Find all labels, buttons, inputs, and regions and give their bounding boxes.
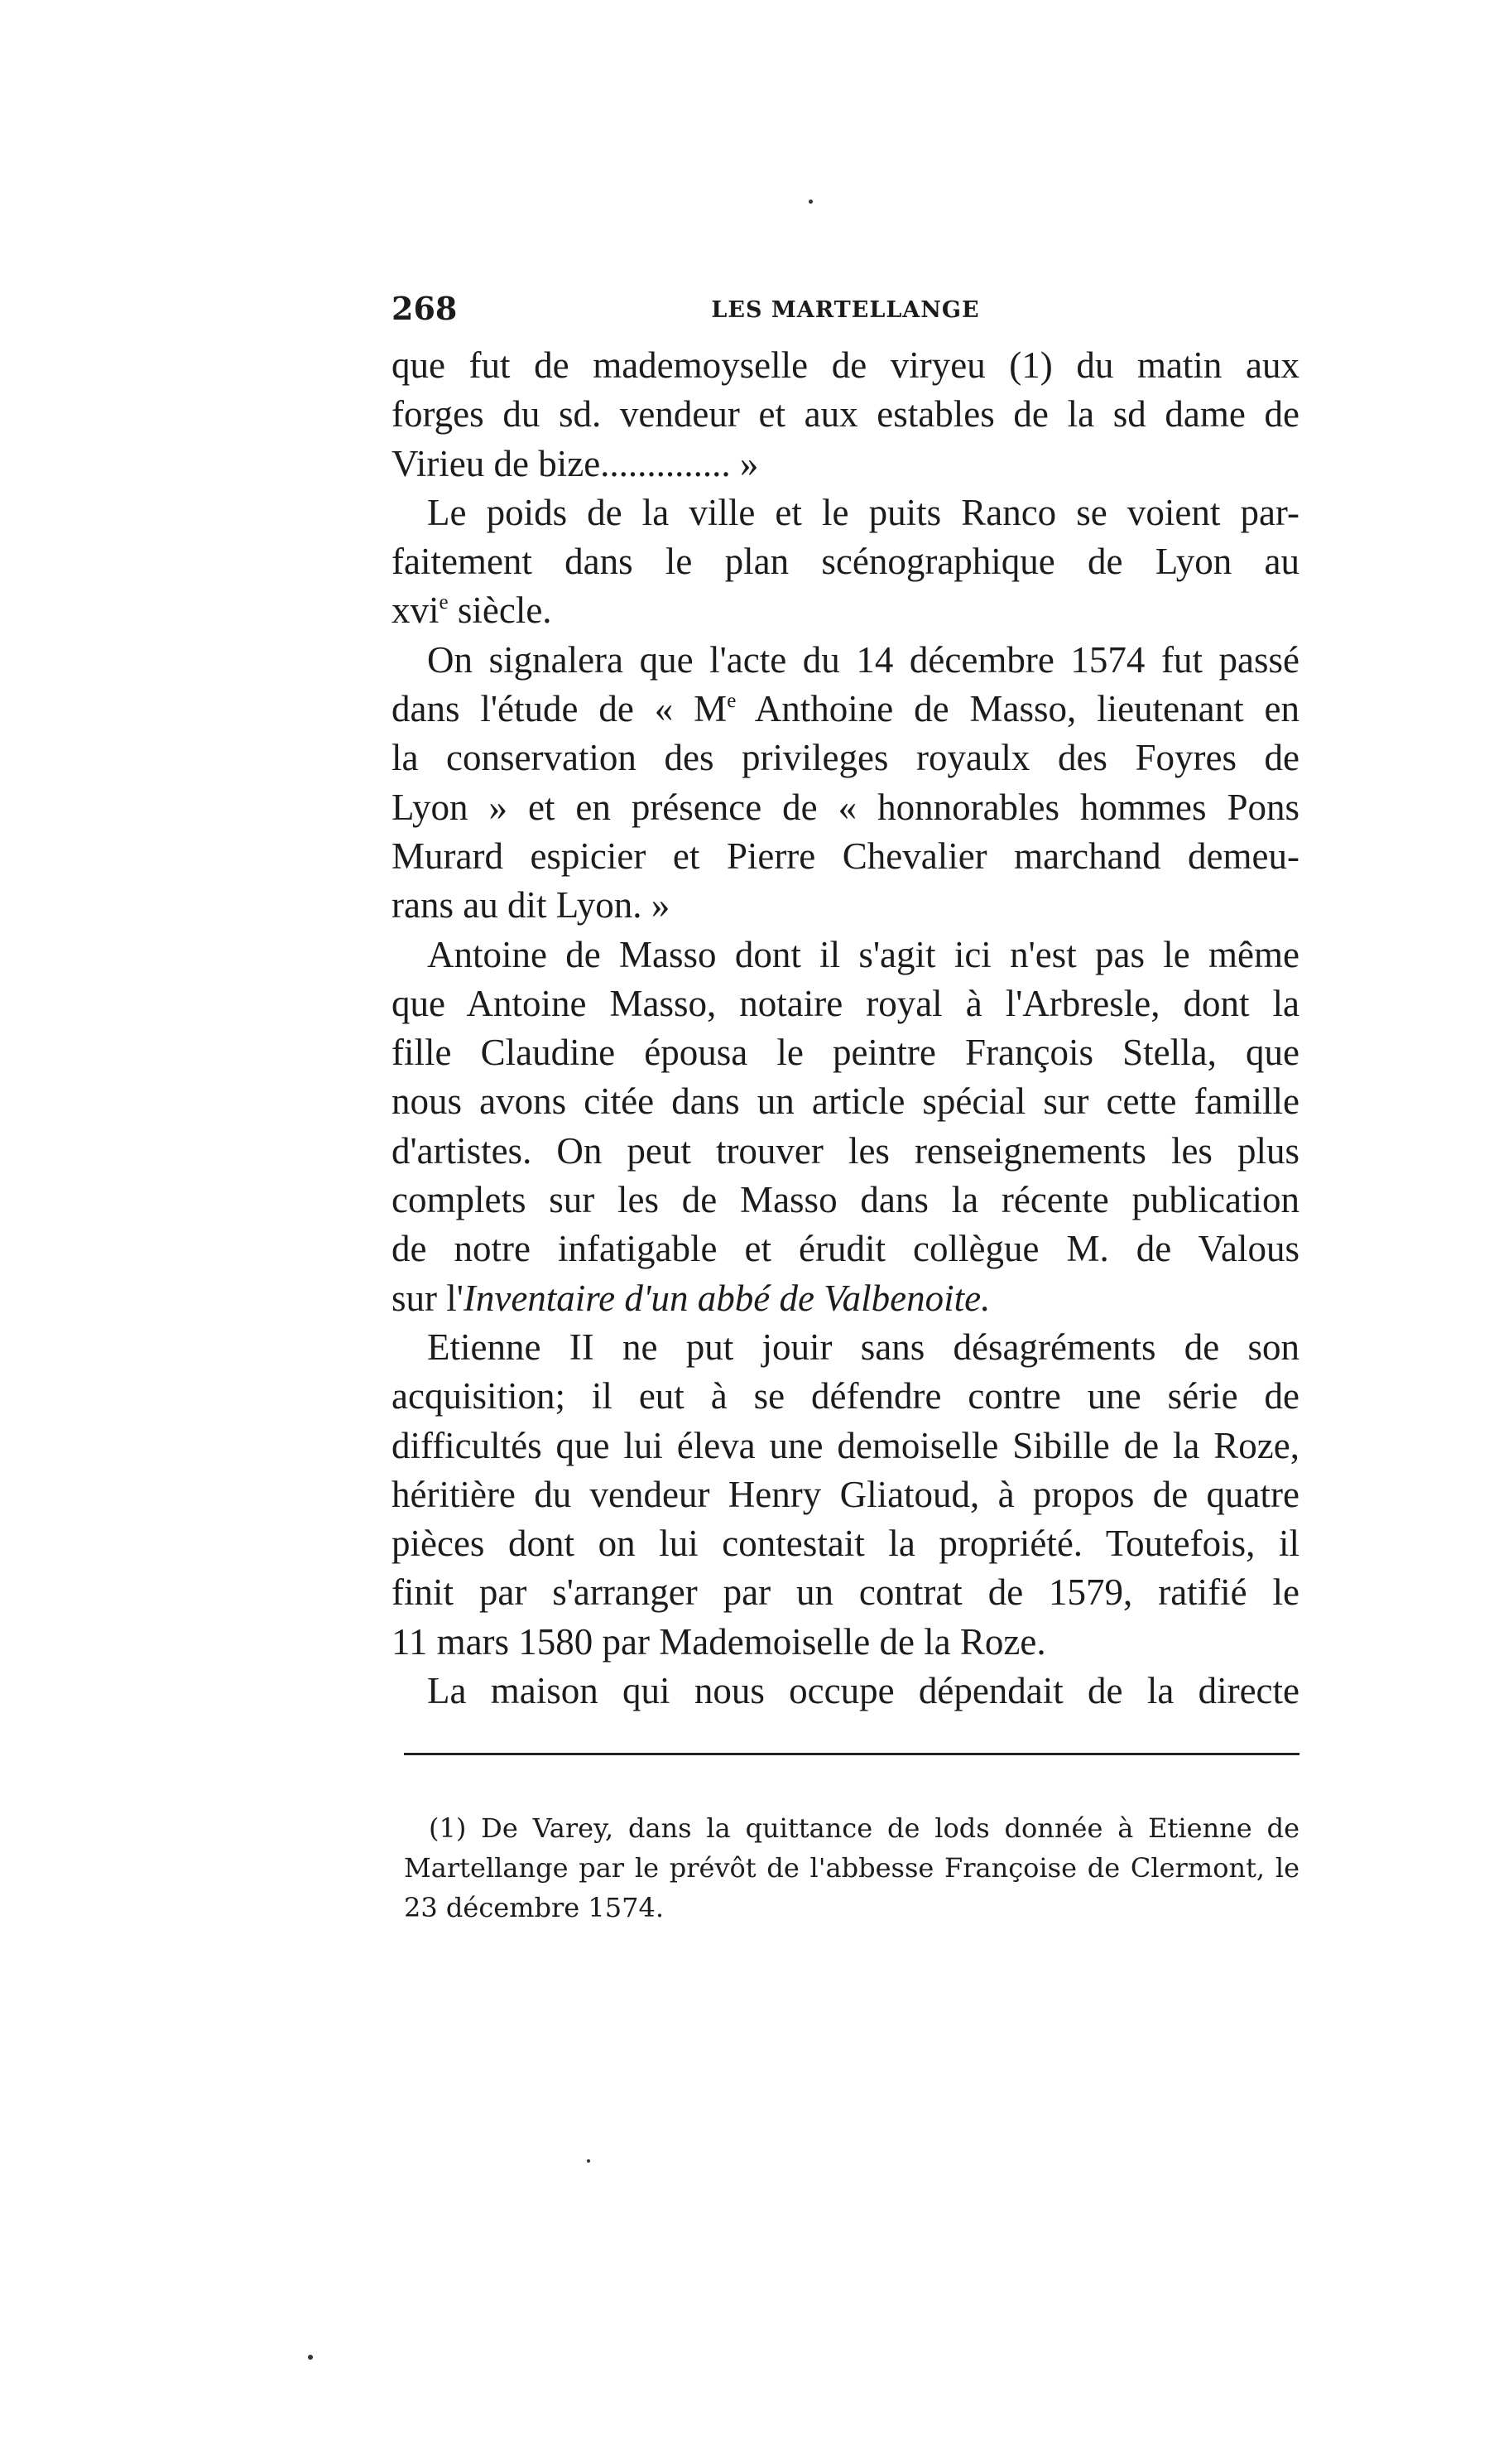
print-speck <box>587 2159 590 2163</box>
print-speck <box>308 2355 313 2360</box>
text-line <box>392 586 1299 635</box>
text-line: acquisition; il eut à se défendre contre une série de <box>392 1375 1299 1417</box>
text-line: d'artistes. On peut trouver les renseignements les plus <box>392 1129 1299 1172</box>
print-speck <box>809 200 813 204</box>
footnote-line: 23 décembre 1574. <box>404 1892 665 1923</box>
text-line: difficultés que lui éleva une demoiselle Sibille de la Roze, <box>392 1424 1299 1466</box>
running-title: LES MARTELLANGE <box>711 297 980 323</box>
text-line: rans au dit Lyon. » <box>392 884 670 926</box>
footnote-line: Martellange par le prévôt de l'abbesse Françoise de Clermont, le <box>404 1852 1299 1884</box>
page-number: 268 <box>392 290 458 327</box>
text-line: que fut de mademoyselle de viryeu (1) du matin aux <box>392 344 1299 386</box>
text-line: pièces dont on lui contestait la propriété. Toutefois, il <box>392 1523 1299 1565</box>
footnote-line: (1) De Varey, dans la quittance de lods donnée à Etienne de <box>429 1812 1299 1844</box>
paragraph-4 <box>392 931 1299 1323</box>
text-line: héritière du vendeur Henry Gliatoud, à propos de quatre <box>392 1473 1299 1515</box>
text-line: 11 mars 1580 par Mademoiselle de la Roze. <box>392 1620 1046 1663</box>
paragraph-5 <box>392 1323 1299 1667</box>
text-line: Etienne II ne put jouir sans désagréments de son <box>427 1326 1299 1368</box>
text-line <box>392 685 1299 734</box>
text-line: La maison qui nous occupe dépendait de la directe <box>427 1670 1299 1712</box>
text-line: Virieu de bize.............. » <box>392 442 759 484</box>
text-line <box>392 1274 1299 1323</box>
text-line: On signalera que l'acte du 14 décembre 1574 fut passé <box>427 638 1299 681</box>
text-line: complets sur les de Masso dans la récente publication <box>392 1179 1299 1221</box>
text-line: forges du sd. vendeur et aux estables de la sd dame de <box>392 393 1299 436</box>
footnote-divider <box>404 1753 1299 1755</box>
paragraph-6 <box>392 1667 1299 1716</box>
text-fragment: sur l' <box>392 1277 464 1319</box>
text-line: de notre infatigable et érudit collègue M. de Valous <box>392 1228 1299 1270</box>
century-numeral: xvi <box>392 590 440 632</box>
text-line: Lyon » et en présence de « honnorables hommes Pons <box>392 786 1299 828</box>
superscript: e <box>727 690 737 713</box>
footnote <box>404 1808 1299 1927</box>
text-line: finit par s'arranger par un contrat de 1579, ratifié le <box>392 1571 1299 1614</box>
text-line: nous avons citée dans un article spécial sur cette famille <box>392 1080 1299 1123</box>
text-line: la conservation des privileges royaulx des Foyres de <box>392 737 1299 779</box>
text-line: Le poids de la ville et le puits Ranco se voient par- <box>427 491 1299 533</box>
text-fragment: Anthoine de Masso, lieutenant en <box>736 688 1299 730</box>
text-line: fille Claudine épousa le peintre François Stella, que <box>392 1032 1299 1074</box>
paragraph-1 <box>392 341 1299 488</box>
body-text <box>392 341 1299 1716</box>
paragraph-3 <box>392 636 1299 931</box>
paragraph-2 <box>392 488 1299 636</box>
superscript: e <box>439 591 449 614</box>
page-header <box>392 288 1299 330</box>
text-line: faitement dans le plan scénographique de Lyon au <box>392 541 1299 583</box>
text-fragment: dans l'étude de « M <box>392 688 728 730</box>
text-line: Murard espicier et Pierre Chevalier marchand demeu- <box>392 835 1299 877</box>
text-line: que Antoine Masso, notaire royal à l'Arbresle, dont la <box>392 982 1299 1024</box>
text-fragment: siècle. <box>448 590 552 632</box>
text-line: Antoine de Masso dont il s'agit ici n'est pas le même <box>427 933 1299 975</box>
book-title: Inventaire d'un abbé de Valbenoite. <box>463 1277 991 1319</box>
